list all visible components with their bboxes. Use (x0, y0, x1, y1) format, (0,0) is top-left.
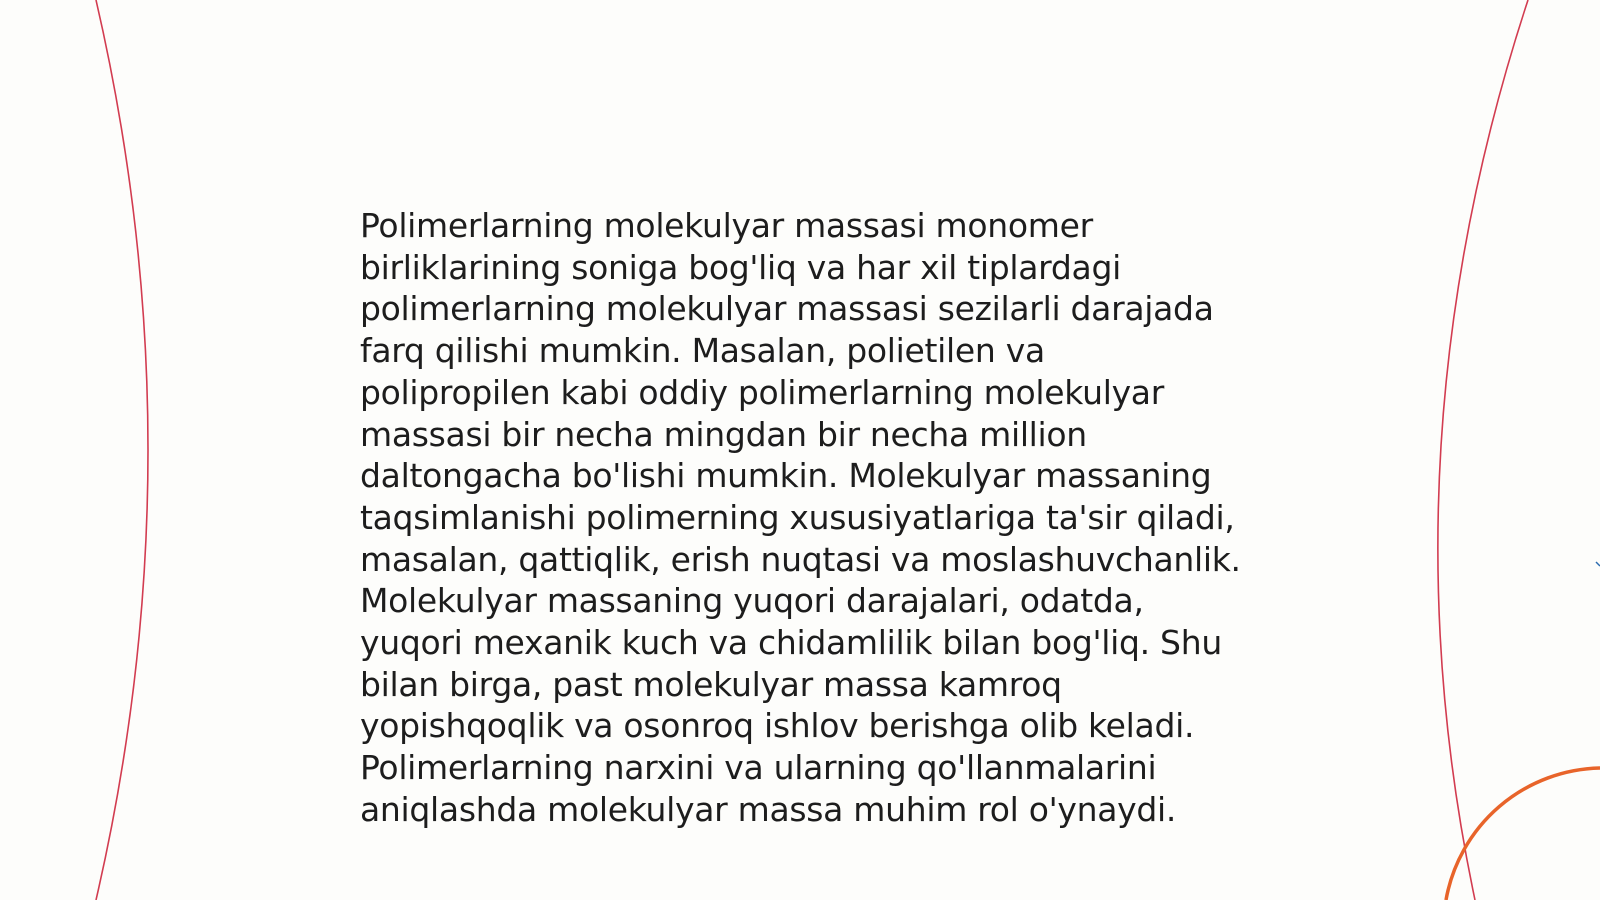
body-line: Molekulyar massaning yuqori darajalari, odatda, (360, 581, 1144, 621)
body-line: polipropilen kabi oddiy polimerlarning molekulyar (360, 372, 1164, 412)
body-line: yopishqoqlik va osonroq ishlov berishga olib keladi. (360, 706, 1195, 746)
body-line: Polimerlarning narxini va ularning qo'llanmalarini (360, 748, 1157, 788)
body-line: polimerlarning molekulyar massasi sezilarli darajada (360, 289, 1214, 329)
orange-arc (1446, 768, 1600, 900)
body-line: massasi bir necha mingdan bir necha million (360, 414, 1087, 454)
right-curve (1438, 0, 1528, 900)
blue-tick (1596, 562, 1600, 566)
left-curve (96, 0, 148, 900)
body-line: farq qilishi mumkin. Masalan, polietilen va (360, 331, 1045, 371)
body-line: birliklarining soniga bog'liq va har xil tiplardagi (360, 247, 1121, 287)
body-line: aniqlashda molekulyar massa muhim rol o'ynaydi. (360, 789, 1177, 829)
body-paragraph (360, 205, 1260, 831)
body-line: bilan birga, past molekulyar massa kamroq (360, 664, 1062, 704)
body-line: Polimerlarning molekulyar massasi monomer (360, 206, 1093, 245)
body-line: daltongacha bo'lishi mumkin. Molekulyar massaning (360, 456, 1212, 496)
body-line: taqsimlanishi polimerning xususiyatlariga ta'sir qiladi, (360, 497, 1235, 537)
body-line: masalan, qattiqlik, erish nuqtasi va moslashuvchanlik. (360, 539, 1241, 579)
body-line: yuqori mexanik kuch va chidamlilik bilan bog'liq. Shu (360, 623, 1222, 663)
